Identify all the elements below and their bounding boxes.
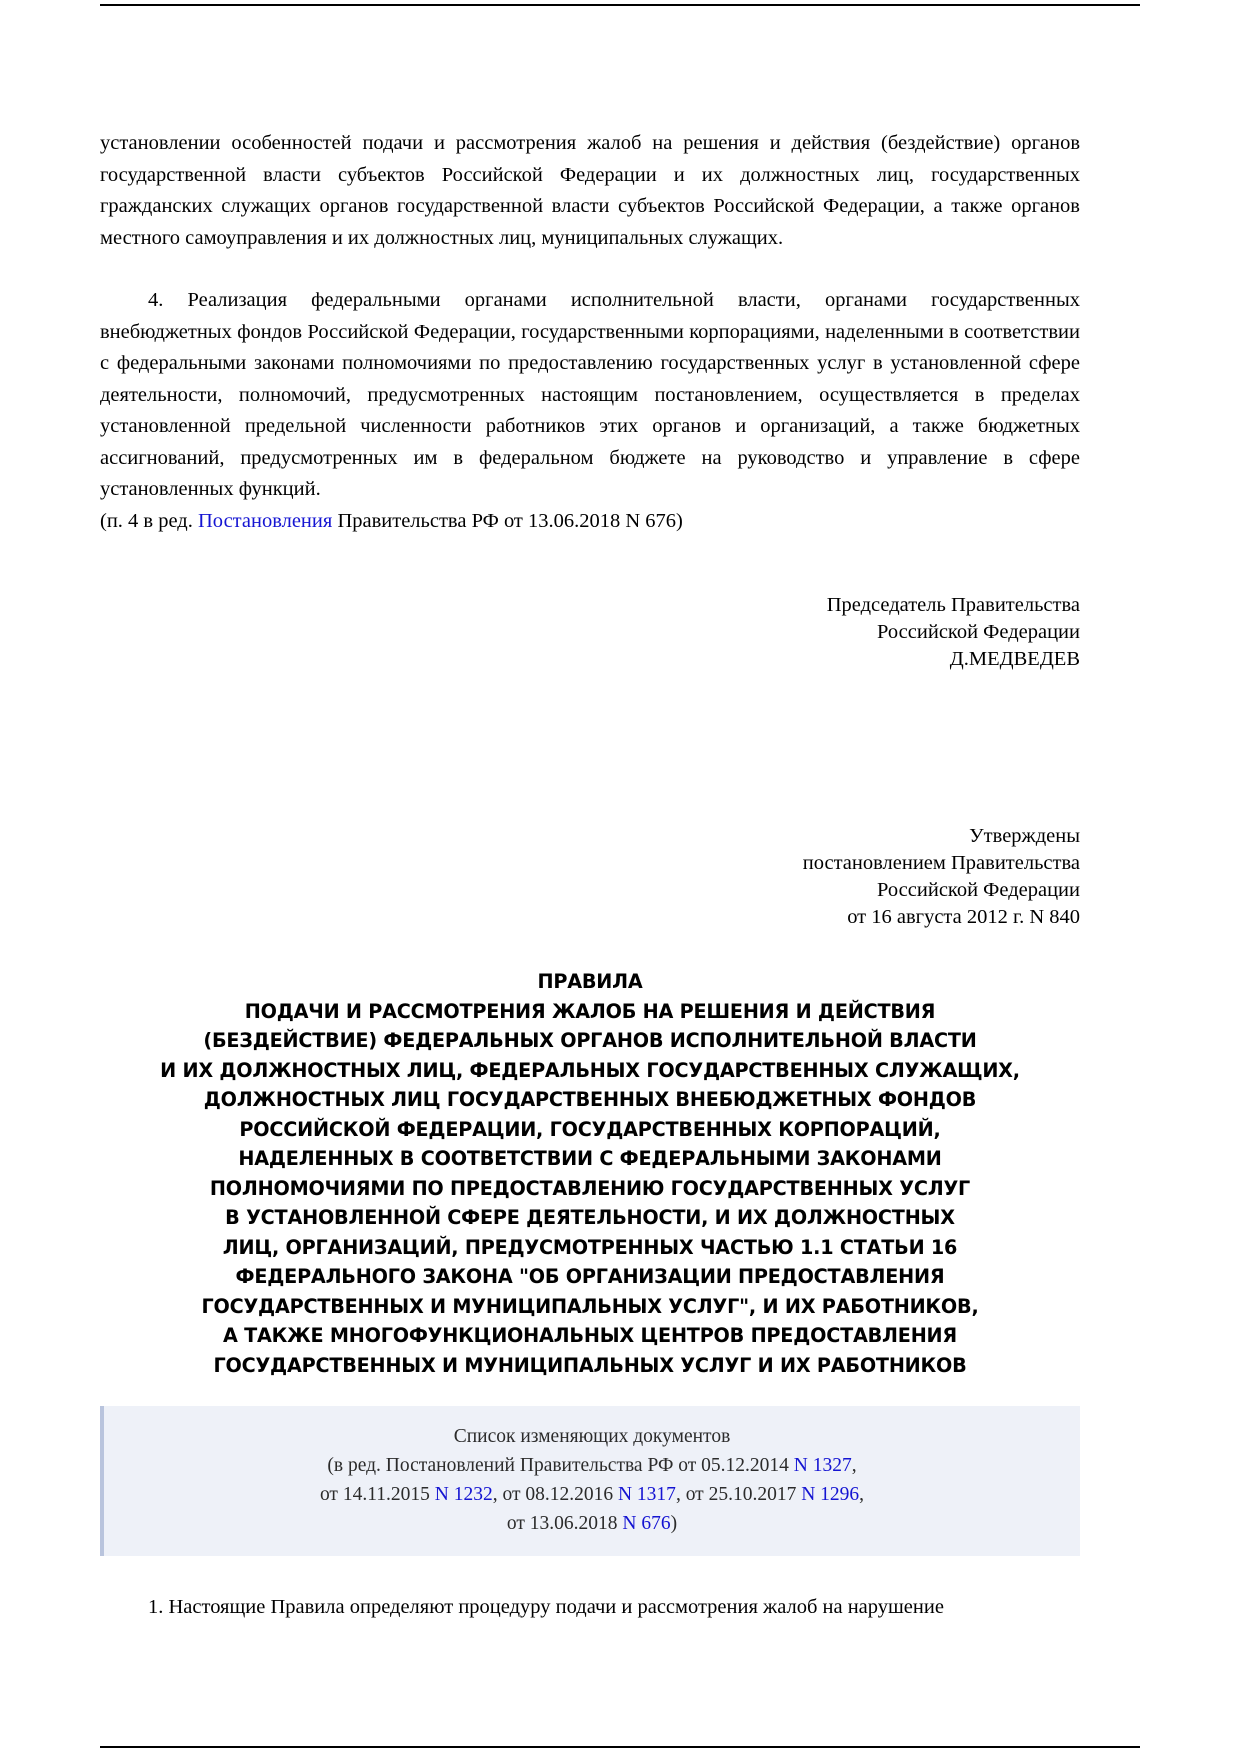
approval-line-1: Утверждены	[969, 825, 1080, 847]
signature-line-1: Председатель Правительства	[826, 594, 1080, 616]
changes-box-line-2	[114, 1480, 1070, 1509]
title-line-10: ЛИЦ, ОРГАНИЗАЦИЙ, ПРЕДУСМОТРЕННЫХ ЧАСТЬЮ 1.1 СТАТЬИ 16	[222, 1235, 958, 1259]
paragraph-4: 4. Реализация федеральными органами исполнительной власти, органами государственных внебюджетных фондов Российской Федерации, государственными корпорациями, наделенными в соответствии с федеральными законами полномочиями по предоставлению государственных услуг в установленной сфере деятельности, полномочий, предусмотренных настоящим постановлением, осуществляется в пределах установленной предельной численности работников этих органов и организаций, а также бюджетных ассигнований, предусмотренных им в федеральном бюджете на руководство и управление в сфере установленных функций.	[100, 289, 1080, 500]
title-line-11: ФЕДЕРАЛЬНОГО ЗАКОНА "ОБ ОРГАНИЗАЦИИ ПРЕДОСТАВЛЕНИЯ	[235, 1265, 945, 1288]
amendment-note-suffix: Правительства РФ от 13.06.2018 N 676)	[332, 509, 683, 532]
title-line-9: В УСТАНОВЛЕННОЙ СФЕРЕ ДЕЯТЕЛЬНОСТИ, И ИХ ДОЛЖНОСТНЫХ	[225, 1206, 955, 1229]
title-line-6: РОССИЙСКОЙ ФЕДЕРАЦИИ, ГОСУДАРСТВЕННЫХ КОРПОРАЦИЙ,	[239, 1117, 941, 1141]
changes-link-1296[interactable]: N 1296	[801, 1484, 860, 1505]
signature-line-3: Д.МЕДВЕДЕВ	[949, 648, 1080, 670]
signature-line-2: Российской Федерации	[877, 621, 1080, 643]
title-line-5: ДОЛЖНОСТНЫХ ЛИЦ ГОСУДАРСТВЕННЫХ ВНЕБЮДЖЕТНЫХ ФОНДОВ	[203, 1088, 977, 1111]
approval-line-3: Российской Федерации	[877, 879, 1080, 901]
changes-link-1327[interactable]: N 1327	[793, 1455, 852, 1476]
title-line-14: ГОСУДАРСТВЕННЫХ И МУНИЦИПАЛЬНЫХ УСЛУГ И ИХ РАБОТНИКОВ	[213, 1353, 967, 1377]
changes-box-line-3	[114, 1509, 1070, 1538]
amendment-link-postanovleniya[interactable]: Постановления	[198, 509, 333, 532]
changes-link-1317[interactable]: N 1317	[617, 1484, 676, 1505]
changes-line2-text-d: ,	[859, 1484, 865, 1505]
changes-line2-text-a: от 14.11.2015	[319, 1484, 435, 1505]
changes-link-676[interactable]: N 676	[622, 1513, 671, 1534]
page-top-rule	[100, 4, 1140, 6]
changes-line1-tail: ,	[851, 1455, 857, 1476]
title-line-1: ПРАВИЛА	[537, 970, 643, 993]
title-line-3: (БЕЗДЕЙСТВИЕ) ФЕДЕРАЛЬНЫХ ОРГАНОВ ИСПОЛНИТЕЛЬНОЙ ВЛАСТИ	[203, 1029, 977, 1052]
changes-link-1232[interactable]: N 1232	[434, 1484, 493, 1505]
amendment-note-prefix: (п. 4 в ред.	[100, 509, 198, 532]
changes-line3-text-a: от 13.06.2018	[506, 1513, 623, 1534]
title-line-8: ПОЛНОМОЧИЯМИ ПО ПРЕДОСТАВЛЕНИЮ ГОСУДАРСТВЕННЫХ УСЛУГ	[209, 1176, 971, 1200]
approval-block	[100, 823, 1080, 931]
title-line-13: А ТАКЖЕ МНОГОФУНКЦИОНАЛЬНЫХ ЦЕНТРОВ ПРЕДОСТАВЛЕНИЯ	[223, 1324, 957, 1347]
title-line-4: И ИХ ДОЛЖНОСТНЫХ ЛИЦ, ФЕДЕРАЛЬНЫХ ГОСУДАРСТВЕННЫХ СЛУЖАЩИХ,	[160, 1058, 1020, 1082]
document-body	[100, 128, 1080, 1644]
paragraph-spacer	[100, 254, 1080, 285]
changes-line3-text-b: )	[670, 1513, 678, 1534]
changes-line2-text-b: , от 08.12.2016	[492, 1484, 618, 1505]
title-line-12: ГОСУДАРСТВЕННЫХ И МУНИЦИПАЛЬНЫХ УСЛУГ", И ИХ РАБОТНИКОВ,	[201, 1294, 979, 1318]
changes-box-line-1	[114, 1451, 1070, 1480]
title-line-2: ПОДАЧИ И РАССМОТРЕНИЯ ЖАЛОБ НА РЕШЕНИЯ И ДЕЙСТВИЯ	[244, 999, 936, 1023]
page-bottom-rule	[100, 1746, 1140, 1748]
approval-line-2: постановлением Правительства	[802, 852, 1080, 874]
changes-line2-text-c: , от 25.10.2017	[675, 1484, 802, 1505]
changes-box-heading: Список изменяющих документов	[453, 1426, 731, 1447]
changes-line1-text: (в ред. Постановлений Правительства РФ от 05.12.2014	[327, 1455, 794, 1476]
paragraph-4-amendment-note	[100, 506, 1080, 538]
changes-list-box	[100, 1406, 1080, 1556]
title-line-7: НАДЕЛЕННЫХ В СООТВЕТСТВИИ С ФЕДЕРАЛЬНЫМИ ЗАКОНАМИ	[238, 1147, 942, 1170]
document-title	[100, 967, 1080, 1380]
paragraph-continued: установлении особенностей подачи и рассмотрения жалоб на решения и действия (бездействие) органов государственной власти субъектов Российской Федерации и их должностных лиц, государственных гражданских служащих органов государственной власти субъектов Российской Федерации, а также органов местного самоуправления и их должностных лиц, муниципальных служащих.	[100, 132, 1080, 249]
approval-line-4: от 16 августа 2012 г. N 840	[847, 906, 1080, 928]
tail-paragraph-1: 1. Настоящие Правила определяют процедуру подачи и рассмотрения жалоб на нарушение	[148, 1596, 944, 1618]
signature-block	[100, 592, 1080, 673]
